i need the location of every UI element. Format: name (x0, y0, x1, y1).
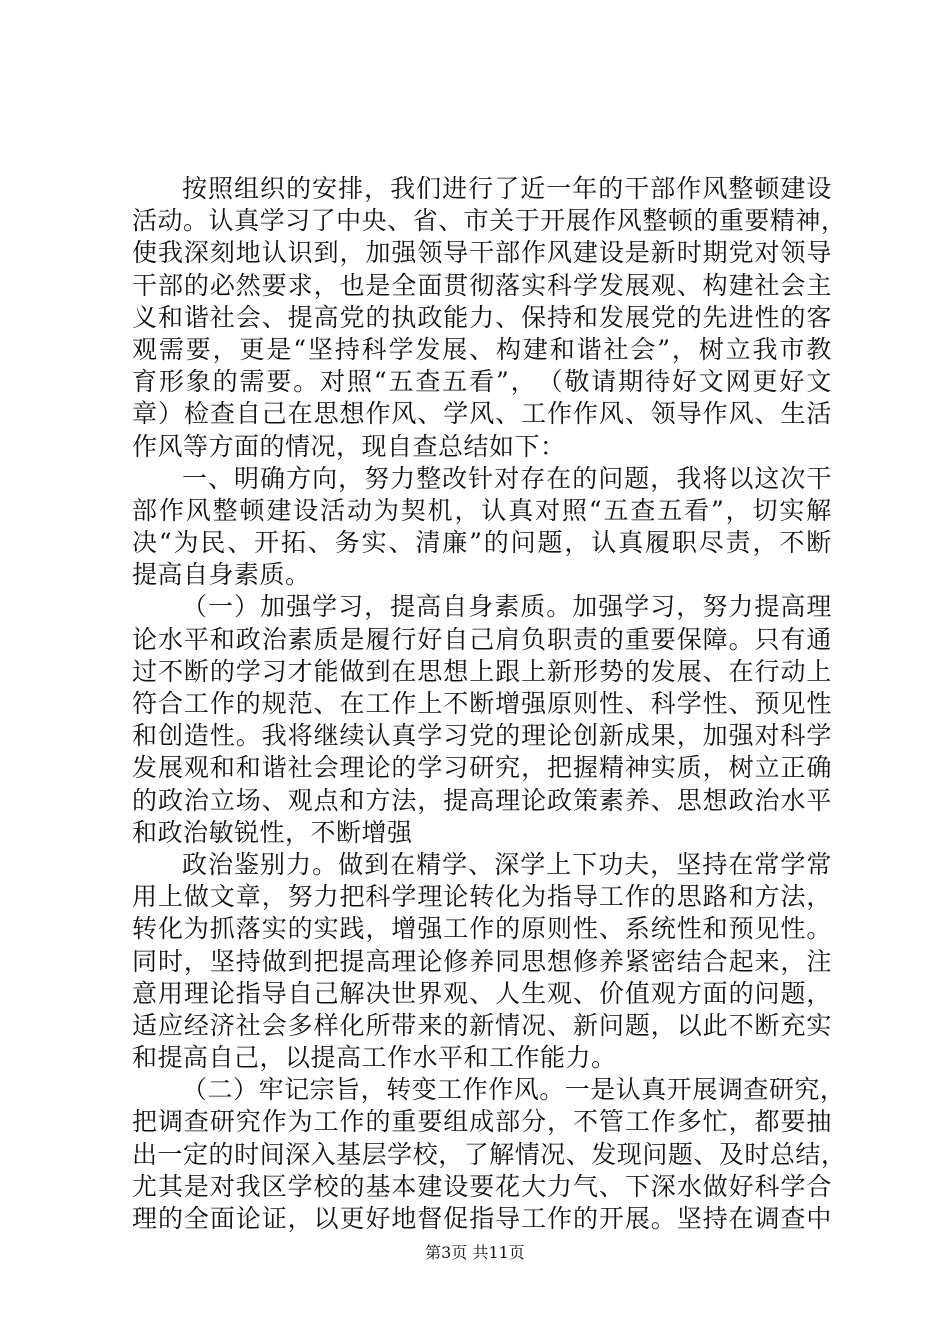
text-line: 适 应 经 济 社 会 多 样 化 所 带 来 的 新 情 况 、 新 问 题 ， 以 此 不 断 充 实 (132, 1010, 832, 1040)
text-line: 转 化 为 抓 落 实 的 实 践 ， 增 强 工 作 的 原 则 性 、 系 统 性 和 预 见 性 。 (132, 914, 832, 944)
text-line: 育 形 象 的 需 要 。 对 照 “ 五 查 五 看 ” ， （ 敬 请 期 待 好 文 网 更 好 文 (132, 367, 832, 397)
text-line: 提高自身素质。 (132, 560, 311, 590)
text-line: 尤 其 是 对 我 区 学 校 的 基 本 建 设 要 花 大 力 气 、 下 深 水 做 好 科 学 合 (132, 1171, 832, 1201)
text-line: 出 一 定 的 时 间 深 入 基 层 学 校 ， 了 解 情 况 、 发 现 问 题 、 及 时 总 结 ， (132, 1139, 847, 1169)
text-line: 过 不 断 的 学 习 才 能 做 到 在 思 想 上 跟 上 新 形 势 的 发 展 、 在 行 动 上 (132, 656, 832, 686)
text-line: 和提高自己，以提高工作水平和工作能力。 (132, 1043, 617, 1073)
text-line: 政 治 鉴 别 力 。 做 到 在 精 学 、 深 学 上 下 功 夫 ， 坚 持 在 常 学 常 (182, 849, 832, 879)
text-line: 把 调 查 研 究 作 为 工 作 的 重 要 组 成 部 分 ， 不 管 工 作 多 忙 ， 都 要 抽 (132, 1107, 832, 1137)
text-line: 和政治敏锐性，不断增强 (132, 817, 413, 847)
text-line: 的 政 治 立 场 、 观 点 和 方 法 ， 提 高 理 论 政 策 素 养 、 思 想 政 治 水 平 (132, 785, 832, 815)
text-line: 作风等方面的情况，现自查总结如下： (132, 431, 566, 461)
text-line: 同 时 ， 坚 持 做 到 把 提 高 理 论 修 养 同 思 想 修 养 紧 密 结 合 起 来 ， 注 (132, 946, 832, 976)
text-line: 义 和 谐 社 会 、 提 高 党 的 执 政 能 力 、 保 持 和 发 展 党 的 先 进 性 的 客 (132, 302, 832, 332)
text-line: 部 作 风 整 顿 建 设 活 动 为 契 机 ， 认 真 对 照 “ 五 查 五 看 ” ， 切 实 解 (132, 495, 832, 525)
text-line: 理 的 全 面 论 证 ， 以 更 好 地 督 促 指 导 工 作 的 开 展 。 坚 持 在 调 查 中 (132, 1204, 832, 1233)
text-line: 观 需 要 ， 更 是 “ 坚 持 科 学 发 展 、 构 建 和 谐 社 会 ” ， 树 立 我 市 教 (132, 334, 832, 364)
text-line: 和 创 造 性 。 我 将 继 续 认 真 学 习 党 的 理 论 创 新 成 果 ， 加 强 对 科 学 (132, 721, 832, 751)
text-line: （ 二 ） 牢 记 宗 旨 ， 转 变 工 作 作 风 。 一 是 认 真 开 展 调 查 研 究 ， (182, 1075, 846, 1105)
text-line: 意 用 理 论 指 导 自 己 解 决 世 界 观 、 人 生 观 、 价 值 观 方 面 的 问 题 ， (132, 978, 832, 1008)
page-number-footer: 第3页 共11页 (425, 1243, 525, 1262)
text-line: 决 “ 为 民 、 开 拓 、 务 实 、 清 廉 ” 的 问 题 ， 认 真 履 职 尽 责 ， 不 断 (132, 528, 832, 558)
text-line: 活 动 。 认 真 学 习 了 中 央 、 省 、 市 关 于 开 展 作 风 整 顿 的 重 要 精 神 ， (132, 206, 847, 236)
text-line: 论 水 平 和 政 治 素 质 是 履 行 好 自 己 肩 负 职 责 的 重 要 保 障 。 只 有 通 (132, 624, 832, 654)
text-line: （ 一 ） 加 强 学 习 ， 提 高 自 身 素 质 。 加 强 学 习 ， 努 力 提 高 理 (182, 592, 832, 622)
text-line: 一 、 明 确 方 向 ， 努 力 整 改 针 对 存 在 的 问 题 ， 我 将 以 这 次 干 (182, 463, 832, 493)
text-line: 干 部 的 必 然 要 求 ， 也 是 全 面 贯 彻 落 实 科 学 发 展 观 、 构 建 社 会 主 (132, 270, 832, 300)
document-body (132, 173, 847, 1235)
text-line: 使 我 深 刻 地 认 识 到 ， 加 强 领 导 干 部 作 风 建 设 是 新 时 期 党 对 领 导 (132, 238, 832, 268)
text-line: 用 上 做 文 章 ， 努 力 把 科 学 理 论 转 化 为 指 导 工 作 的 思 路 和 方 法 ， (132, 882, 832, 912)
text-line: 发 展 观 和 和 谐 社 会 理 论 的 学 习 研 究 ， 把 握 精 神 实 质 ， 树 立 正 确 (132, 753, 832, 783)
text-line: 按 照 组 织 的 安 排 ， 我 们 进 行 了 近 一 年 的 干 部 作 风 整 顿 建 设 (182, 174, 832, 203)
text-line: 符 合 工 作 的 规 范 、 在 工 作 上 不 断 增 强 原 则 性 、 科 学 性 、 预 见 性 (132, 689, 832, 718)
text-line: 章 ） 检 查 自 己 在 思 想 作 风 、 学 风 、 工 作 作 风 、 领 导 作 风 、 生 活 (132, 399, 832, 429)
